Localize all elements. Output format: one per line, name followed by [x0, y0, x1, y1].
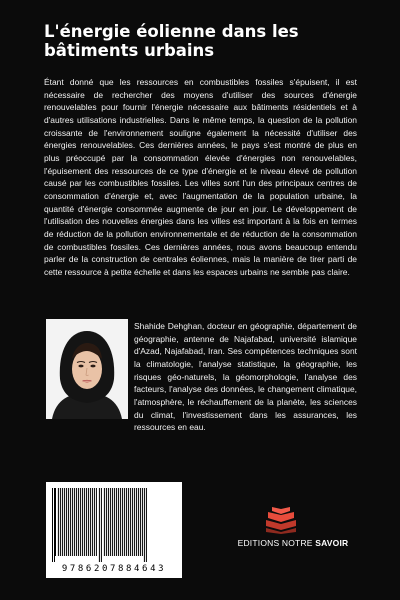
- barcode-bar: [99, 488, 100, 562]
- publisher-name: [228, 538, 358, 548]
- barcode-digits: 9786207884643: [61, 564, 167, 574]
- barcode-bar: [134, 488, 135, 556]
- barcode-bar: [138, 488, 139, 556]
- barcode-bar: [142, 488, 143, 556]
- barcode-bar: [74, 488, 75, 556]
- barcode-bar: [68, 488, 69, 556]
- barcode-bar: [52, 488, 53, 562]
- barcode-bar: [132, 488, 133, 556]
- publisher-logo: [262, 506, 300, 539]
- barcode-bar: [140, 488, 141, 556]
- author-portrait-image: [46, 319, 128, 419]
- barcode-bar: [60, 488, 61, 556]
- barcode-bar: [72, 488, 73, 556]
- barcode-bar: [112, 488, 113, 556]
- author-bio: Shahide Dehghan, docteur en géographie, département de géographie, antenne de Najafabad, université islamique d'Azad, Najafabad, Iran. Ses compétences techniques sont la climatologie, l'analyse statistique, la géographie, les risques géo-naturels, la géomorphologie, l'analyse des facteurs, l'analyse des données, le changement climatique, l'atmosphère, le réchauffement de la planète, les sciences du climat, l'investissement dans les assurances, les ressources en eau.: [134, 321, 357, 433]
- barcode-bar: [54, 488, 55, 562]
- barcode-bar: [86, 488, 87, 556]
- barcode-bar: [124, 488, 125, 556]
- barcode-bar: [66, 488, 67, 556]
- barcode-bar: [90, 488, 91, 556]
- barcode-bar: [84, 488, 85, 556]
- barcode-bar: [118, 488, 119, 556]
- barcode-bar: [136, 488, 137, 556]
- isbn-barcode: [46, 482, 182, 578]
- barcode-bar: [106, 488, 107, 556]
- barcode-bar: [76, 488, 77, 556]
- barcode-bar: [122, 488, 123, 556]
- barcode-bar: [55, 488, 56, 556]
- barcode-bar: [88, 488, 89, 556]
- barcode-bar: [78, 488, 79, 556]
- barcode-bar: [58, 488, 59, 556]
- barcode-bar: [82, 488, 83, 556]
- barcode-bar: [92, 488, 93, 556]
- book-stack-icon: [262, 506, 300, 534]
- publisher-name-bold: SAVOIR: [315, 538, 349, 548]
- barcode-bar: [116, 488, 117, 556]
- barcode-bar: [94, 488, 95, 556]
- barcode-bar: [110, 488, 111, 556]
- barcode-bar: [101, 488, 102, 562]
- barcode-bar: [126, 488, 127, 556]
- barcode-bar: [146, 488, 147, 562]
- barcode-bar: [62, 488, 63, 556]
- barcode-bar: [96, 488, 97, 556]
- barcode-bar: [108, 488, 109, 556]
- barcode-bar: [114, 488, 115, 556]
- book-summary: Étant donné que les ressources en combustibles fossiles s'épuisent, il est nécessaire de rechercher des moyens d'utiliser des sources d'énergie renouvelables pour fournir l'énergie nécessaire aux bâtiments résidentiels et à d'autres utilisations industrielles. Dans le même temps, la question de la pollution croissante de l'environnement souligne également la nécessité d'utiliser des énergies renouvelables. Ces dernières années, le pays s'est montré de plus en plus préoccupé par la consommation élevée d'énergies non renouvelables, l'épuisement des ressources de ce type d'énergie et le niveau élevé de pollution causé par les combustibles fossiles. Les villes sont l'un des principaux centres de consommation d'énergie et, avec l'augmentation de la population urbaine, la quantité d'énergie consommée augmente de jour en jour. Le développement de l'utilisation des nouvelles énergies dans les villes est important à la fois en termes de réduction de la pollution environnementale et de réduction de la consommation de combustibles fossiles. Ces dernières années, nous avons beaucoup entendu parler de la construction de centrales éoliennes, mais la manière de tirer parti de cette ressource à petite échelle et dans les espaces urbains ne semble pas claire.: [44, 77, 357, 277]
- barcode-bar: [64, 488, 65, 556]
- barcode-bar: [120, 488, 121, 556]
- barcode-bar: [128, 488, 129, 556]
- publisher-name-regular: EDITIONS NOTRE: [237, 538, 316, 548]
- barcode-bar: [144, 488, 145, 562]
- barcode-bar: [70, 488, 71, 556]
- barcode-bars: [50, 488, 178, 562]
- author-photo: [46, 319, 128, 419]
- barcode-bar: [130, 488, 131, 556]
- barcode-bar: [80, 488, 81, 556]
- barcode-bar: [104, 488, 105, 556]
- book-title: L'énergie éolienne dans les bâtiments urbains: [44, 22, 299, 60]
